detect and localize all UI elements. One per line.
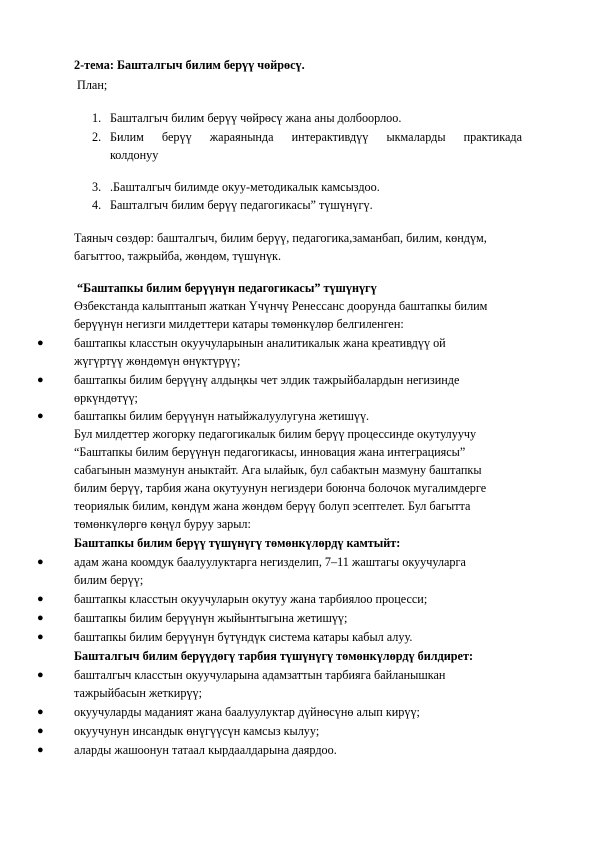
intro-line: берүүнүн негизги милдеттери катары төмөнкүлөр белгиленген: bbox=[74, 317, 404, 331]
plan-item-number: 1. bbox=[92, 111, 102, 125]
section-title: “Баштапкы билим берүүнүн педагогикасы” түшүнүгү bbox=[74, 281, 377, 295]
list-item: баштапкы билим берүүнүн жыйынтыгына жетишүү; bbox=[74, 611, 348, 625]
keywords-line: Таяныч сөздөр: башталгыч, билим берүү, педагогика,заманбап, билим, көндүм, bbox=[74, 231, 487, 245]
keywords-line: багыттоо, тажрыйба, жөндөм, түшүнүк. bbox=[74, 249, 282, 263]
list-item: башталгыч класстын окуучуларына адамзаттын тарбияга байланышкан bbox=[74, 668, 446, 682]
page-title: 2-тема: Башталгыч билим берүү чөйрөсү. bbox=[74, 58, 305, 72]
list-item-continued: тажрыйбасын жеткирүү; bbox=[74, 686, 202, 700]
list-item: окуучунун инсандык өнүгүүсүн камсыз кылуу; bbox=[74, 724, 320, 738]
plan-item-number: 3. bbox=[92, 180, 102, 194]
list-item: баштапкы класстын окуучуларынын аналитикалык жана креативдүү ой bbox=[74, 336, 446, 350]
plan-label: План; bbox=[74, 78, 108, 92]
paragraph-line: “Баштапкы билим берүүнүн педагогикасы, инновация жана интеграциясы” bbox=[74, 445, 466, 459]
list-item: баштапкы билим берүүнүн бүтүндүк система катары кабыл алуу. bbox=[74, 630, 413, 644]
bullet-icon: ● bbox=[37, 612, 44, 624]
list-item: адам жана коомдук баалуулуктарга негизделип, 7–11 жаштагы окуучуларга bbox=[74, 555, 466, 569]
intro-line: Өзбекстанда калыптанып жаткан Үчүнчү Ренессанс доорунда баштапкы билим bbox=[74, 299, 488, 313]
plan-item-text-continued: колдонуу bbox=[110, 148, 159, 162]
bullet-icon: ● bbox=[37, 631, 44, 643]
subheading: Баштапкы билим берүү түшүнүгү төмөнкүлөрдү камтыйт: bbox=[74, 536, 401, 550]
subheading: Башталгыч билим берүүдөгү тарбия түшүнүгү төмөнкүлөрдү билдирет: bbox=[74, 649, 474, 663]
list-item: аларды жашоонун татаал кырдаалдарына даярдоо. bbox=[74, 743, 337, 757]
bullet-icon: ● bbox=[37, 593, 44, 605]
plan-item-number: 4. bbox=[92, 198, 102, 212]
bullet-icon: ● bbox=[37, 706, 44, 718]
list-item: окуучуларды маданият жана баалуулуктар дүйнөсүнө алып кирүү; bbox=[74, 705, 420, 719]
bullet-icon: ● bbox=[37, 744, 44, 756]
bullet-icon: ● bbox=[37, 337, 44, 349]
paragraph-line: теориялык билим, көндүм жана жөндөм берүү болуп эсептелет. Бул багытта bbox=[74, 499, 471, 513]
plan-item-number: 2. bbox=[92, 130, 102, 144]
list-item-continued: билим берүү; bbox=[74, 573, 144, 587]
bullet-icon: ● bbox=[37, 725, 44, 737]
list-item-continued: жүгүртүү жөндөмүн өнүктүрүү; bbox=[74, 354, 241, 368]
plan-item-text: Билим берүү жараянында интерактивдүү ыкмаларды практикада bbox=[110, 130, 522, 144]
bullet-icon: ● bbox=[37, 410, 44, 422]
paragraph-line: сабагынын мазмунун аныктайт. Ага ылайык, бул сабактын мазмуну баштапкы bbox=[74, 463, 482, 477]
list-item: баштапкы класстын окуучуларын окутуу жана тарбиялоо процесси; bbox=[74, 592, 428, 606]
paragraph-line: Бул милдеттер жогорку педагогикалык билим берүү процессинде окутулуучу bbox=[74, 427, 477, 441]
plan-item-text: Башталгыч билим берүү чөйрөсү жана аны долбоорлоо. bbox=[110, 111, 402, 125]
paragraph-line: төмөнкүлөргө көңүл буруу зарыл: bbox=[74, 517, 251, 531]
plan-item-text: .Башталгыч билимде окуу-методикалык камсыздоо. bbox=[110, 180, 380, 194]
list-item: баштапкы билим берүүнү алдыңкы чет элдик тажрыйбалардын негизинде bbox=[74, 373, 460, 387]
bullet-icon: ● bbox=[37, 556, 44, 568]
bullet-icon: ● bbox=[37, 374, 44, 386]
plan-item-text: Башталгыч билим берүү педагогикасы” түшүнүгү. bbox=[110, 198, 373, 212]
bullet-icon: ● bbox=[37, 669, 44, 681]
list-item: баштапкы билим берүүнүн натыйжалуулугуна жетишүү. bbox=[74, 409, 370, 423]
paragraph-line: билим берүү, тарбия жана окутуунун негиздери боюнча болочок мугалимдерге bbox=[74, 481, 487, 495]
list-item-continued: өркүндөтүү; bbox=[74, 391, 138, 405]
